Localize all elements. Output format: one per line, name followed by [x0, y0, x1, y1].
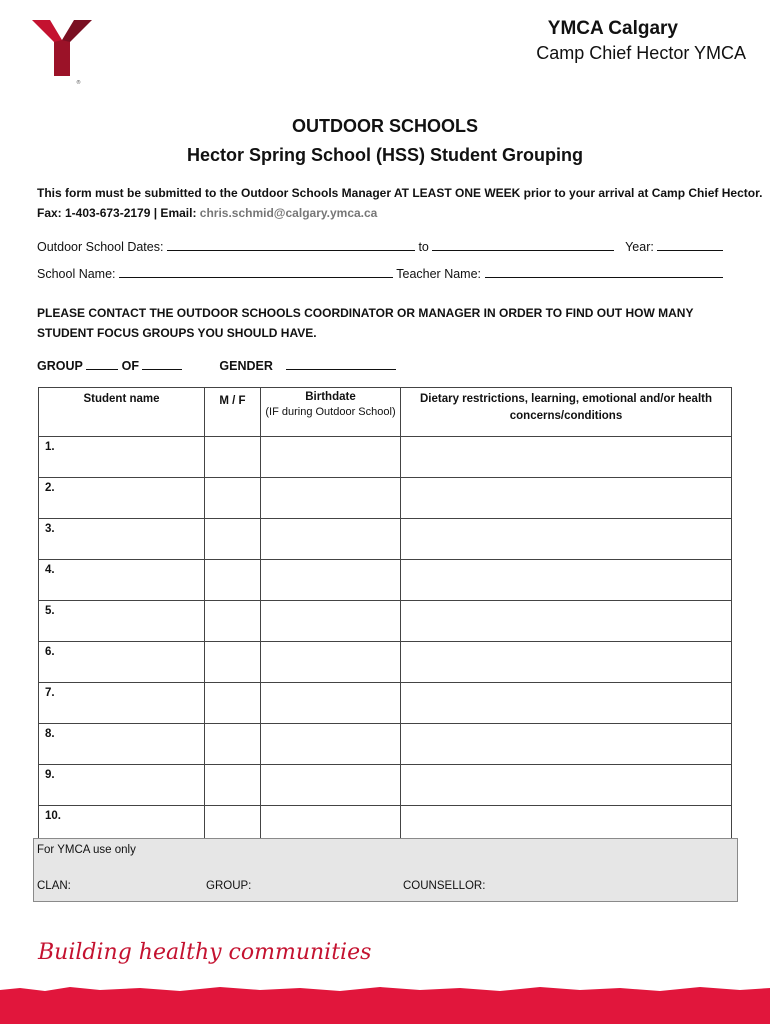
camp-name: Camp Chief Hector YMCA	[536, 43, 746, 63]
dietary-cell[interactable]	[401, 642, 732, 683]
birthdate-note: (IF during Outdoor School)	[265, 406, 396, 418]
row-number[interactable]: 1.	[39, 437, 205, 478]
tagline: Building healthy communities	[38, 940, 372, 965]
row-number[interactable]: 9.	[39, 765, 205, 806]
col-birthdate: Birthdate (IF during Outdoor School)	[261, 388, 401, 437]
group-total-field[interactable]	[142, 356, 182, 370]
dietary-cell[interactable]	[401, 437, 732, 478]
col-mf: M / F	[205, 388, 261, 437]
table-row	[39, 560, 732, 601]
mf-cell[interactable]	[205, 765, 261, 806]
dietary-cell[interactable]	[401, 765, 732, 806]
mf-cell[interactable]	[205, 601, 261, 642]
gender-label: GENDER	[219, 359, 273, 373]
school-label: School Name:	[37, 267, 116, 281]
fax-label: Fax: 1-403-673-2179 | Email:	[37, 206, 200, 220]
mf-cell[interactable]	[205, 724, 261, 765]
birthdate-cell[interactable]	[261, 683, 401, 724]
office-heading: For YMCA use only	[37, 844, 136, 856]
col-dietary: Dietary restrictions, learning, emotional and/or health concerns/conditions	[401, 388, 732, 437]
birthdate-cell[interactable]	[261, 560, 401, 601]
teacher-label: Teacher Name:	[396, 267, 482, 281]
email-link[interactable]: chris.schmid@calgary.ymca.ca	[199, 206, 378, 220]
table-row	[39, 683, 732, 724]
group-row	[37, 356, 396, 373]
row-number[interactable]: 8.	[39, 724, 205, 765]
birthdate-cell[interactable]	[261, 642, 401, 683]
year-field[interactable]	[657, 237, 723, 251]
row-number[interactable]: 3.	[39, 519, 205, 560]
end-date-field[interactable]	[432, 237, 614, 251]
table-header-row	[39, 388, 732, 437]
teacher-name-field[interactable]	[485, 264, 723, 278]
form-title: OUTDOOR SCHOOLS	[291, 116, 478, 136]
birthdate-cell[interactable]	[261, 519, 401, 560]
dates-row	[37, 237, 723, 254]
birthdate-cell[interactable]	[261, 437, 401, 478]
dietary-cell[interactable]	[401, 724, 732, 765]
table-row	[39, 724, 732, 765]
row-number[interactable]: 10.	[39, 806, 205, 847]
office-group-label: GROUP:	[206, 880, 252, 892]
mf-cell[interactable]	[205, 478, 261, 519]
submission-instructions: This form must be submitted to the Outdoor Schools Manager AT LEAST ONE WEEK prior to your arrival at Camp Chief Hector.	[37, 186, 763, 200]
table-row	[39, 765, 732, 806]
org-name: YMCA Calgary	[547, 18, 678, 39]
mf-cell[interactable]	[205, 560, 261, 601]
dietary-cell[interactable]	[401, 560, 732, 601]
gender-field[interactable]	[286, 356, 396, 370]
birthdate-cell[interactable]	[261, 765, 401, 806]
focus-group-notice: PLEASE CONTACT THE OUTDOOR SCHOOLS COORDINATOR OR MANAGER IN ORDER TO FIND OUT HOW MANY STUDENT FOCUS GROUPS YOU SHOULD HAVE.	[37, 306, 694, 340]
dietary-cell[interactable]	[401, 601, 732, 642]
birthdate-cell[interactable]	[261, 601, 401, 642]
table-row	[39, 642, 732, 683]
table-row	[39, 519, 732, 560]
of-label: OF	[121, 359, 139, 373]
dietary-cell[interactable]	[401, 683, 732, 724]
school-name-field[interactable]	[119, 264, 393, 278]
dietary-cell[interactable]	[401, 519, 732, 560]
contact-info	[37, 206, 377, 220]
table-row	[39, 601, 732, 642]
mf-cell[interactable]	[205, 683, 261, 724]
mf-cell[interactable]	[205, 437, 261, 478]
mf-cell[interactable]	[205, 642, 261, 683]
form-subtitle: Hector Spring School (HSS) Student Grouping	[187, 145, 583, 165]
table-row	[39, 478, 732, 519]
row-number[interactable]: 4.	[39, 560, 205, 601]
student-table	[38, 387, 732, 847]
clan-label: CLAN:	[37, 880, 71, 892]
group-number-field[interactable]	[86, 356, 118, 370]
row-number[interactable]: 6.	[39, 642, 205, 683]
dietary-cell[interactable]	[401, 478, 732, 519]
ymca-use-only-box	[33, 838, 738, 902]
mf-cell[interactable]	[205, 519, 261, 560]
footer-bar	[0, 984, 770, 1024]
year-label: Year:	[625, 240, 654, 254]
ymca-logo	[32, 20, 92, 86]
school-row	[37, 264, 723, 281]
row-number[interactable]: 7.	[39, 683, 205, 724]
svg-text:®: ®	[76, 80, 81, 86]
birthdate-cell[interactable]	[261, 478, 401, 519]
counsellor-label: COUNSELLOR:	[403, 880, 486, 892]
row-number[interactable]: 5.	[39, 601, 205, 642]
group-label: GROUP	[37, 359, 83, 373]
birthdate-cell[interactable]	[261, 724, 401, 765]
start-date-field[interactable]	[167, 237, 415, 251]
row-number[interactable]: 2.	[39, 478, 205, 519]
dates-label: Outdoor School Dates:	[37, 240, 164, 254]
to-label: to	[418, 240, 429, 254]
col-student-name: Student name	[39, 388, 205, 437]
table-row	[39, 437, 732, 478]
